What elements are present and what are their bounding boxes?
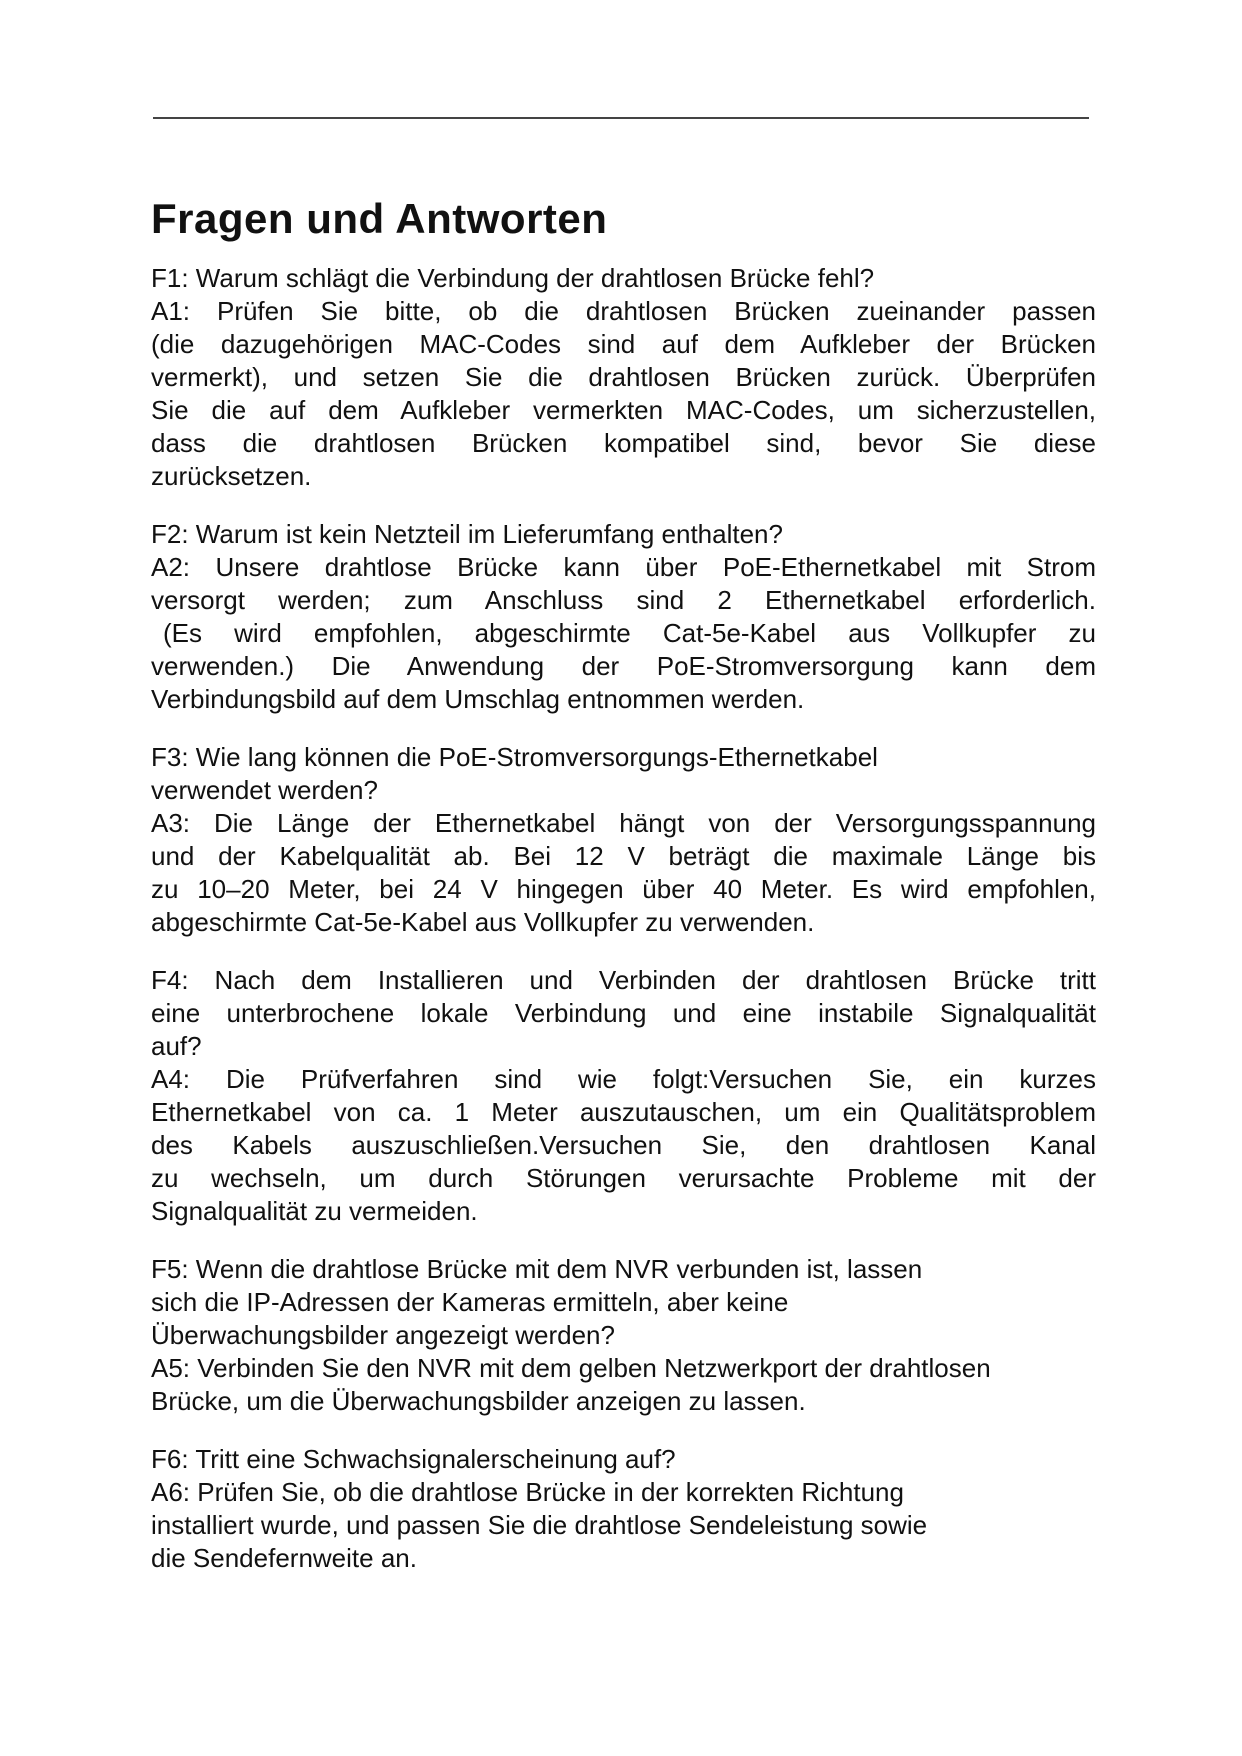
faq-question: eine unterbrochene lokale Verbindung und eine instabile Signalqualität [151,998,1096,1028]
faq-item-5 [151,1253,1096,1418]
faq-answer-line: dass die drahtlosen Brücken kompatibel sind, bevor Sie diese [151,428,1096,458]
header-rule [153,117,1089,119]
faq-answer-line: des Kabels auszuschließen.Versuchen Sie, den drahtlosen Kanal [151,1130,1096,1160]
faq-answer-line: und der Kabelqualität ab. Bei 12 V beträgt die maximale Länge bis [151,841,1096,871]
faq-answer-line: versorgt werden; zum Anschluss sind 2 Ethernetkabel erforderlich. [151,585,1096,615]
faq-answer-line: installiert wurde, und passen Sie die drahtlose Sendeleistung sowie [151,1510,928,1540]
faq-answer-line: (die dazugehörigen MAC-Codes sind auf dem Aufkleber der Brücken [151,329,1096,359]
page-title: Fragen und Antworten [151,195,608,243]
faq-question: F3: Wie lang können die PoE-Stromversorgungs-Ethernetkabel [151,742,878,772]
faq-list [151,262,1096,1575]
faq-question: F4: Nach dem Installieren und Verbinden der drahtlosen Brücke tritt [151,965,1096,995]
faq-item-1 [151,262,1096,493]
faq-question: verwendet werden? [151,775,378,805]
faq-item-3 [151,741,1096,939]
faq-answer-line: A1: Prüfen Sie bitte, ob die drahtlosen Brücken zueinander passen [151,296,1096,326]
faq-answer-line: zurücksetzen. [151,461,312,491]
faq-answer-line: Signalqualität zu vermeiden. [151,1196,478,1226]
faq-answer-line: Ethernetkabel von ca. 1 Meter auszutauschen, um ein Qualitätsproblem [151,1097,1096,1127]
faq-answer-line: zu 10–20 Meter, bei 24 V hingegen über 40 Meter. Es wird empfohlen, [151,874,1096,904]
faq-answer-line: A4: Die Prüfverfahren sind wie folgt:Versuchen Sie, ein kurzes [151,1064,1096,1094]
faq-question: sich die IP-Adressen der Kameras ermitteln, aber keine [151,1287,789,1317]
faq-item-2 [151,518,1096,716]
faq-question: F6: Tritt eine Schwachsignalerscheinung auf? [151,1444,676,1474]
faq-answer-line: vermerkt), und setzen Sie die drahtlosen Brücken zurück. Überprüfen [151,362,1096,392]
faq-question: F2: Warum ist kein Netzteil im Lieferumfang enthalten? [151,519,783,549]
faq-answer-line: zu wechseln, um durch Störungen verursachte Probleme mit der [151,1163,1096,1193]
faq-answer-line: Brücke, um die Überwachungsbilder anzeigen zu lassen. [151,1386,806,1416]
faq-question: auf? [151,1031,202,1061]
faq-item-6 [151,1443,1096,1575]
faq-item-4 [151,964,1096,1228]
faq-answer-line: abgeschirmte Cat-5e-Kabel aus Vollkupfer zu verwenden. [151,907,815,937]
faq-answer-line: Sie die auf dem Aufkleber vermerkten MAC-Codes, um sicherzustellen, [151,395,1096,425]
faq-answer-line: A3: Die Länge der Ethernetkabel hängt von der Versorgungsspannung [151,808,1096,838]
faq-question: Überwachungsbilder angezeigt werden? [151,1320,615,1350]
faq-answer-line: verwenden.) Die Anwendung der PoE-Stromversorgung kann dem [151,651,1096,681]
faq-answer-line: die Sendefernweite an. [151,1543,417,1573]
faq-question: F5: Wenn die drahtlose Brücke mit dem NVR verbunden ist, lassen [151,1254,923,1284]
faq-answer-line: A2: Unsere drahtlose Brücke kann über PoE-Ethernetkabel mit Strom [151,552,1096,582]
faq-question: F1: Warum schlägt die Verbindung der drahtlosen Brücke fehl? [151,263,875,293]
faq-answer-line: Verbindungsbild auf dem Umschlag entnommen werden. [151,684,805,714]
faq-answer-line: A6: Prüfen Sie, ob die drahtlose Brücke in der korrekten Richtung [151,1477,904,1507]
faq-answer-line: (Es wird empfohlen, abgeschirmte Cat-5e-Kabel aus Vollkupfer zu [163,618,1096,648]
faq-answer-line: A5: Verbinden Sie den NVR mit dem gelben Netzwerkport der drahtlosen [151,1353,991,1383]
